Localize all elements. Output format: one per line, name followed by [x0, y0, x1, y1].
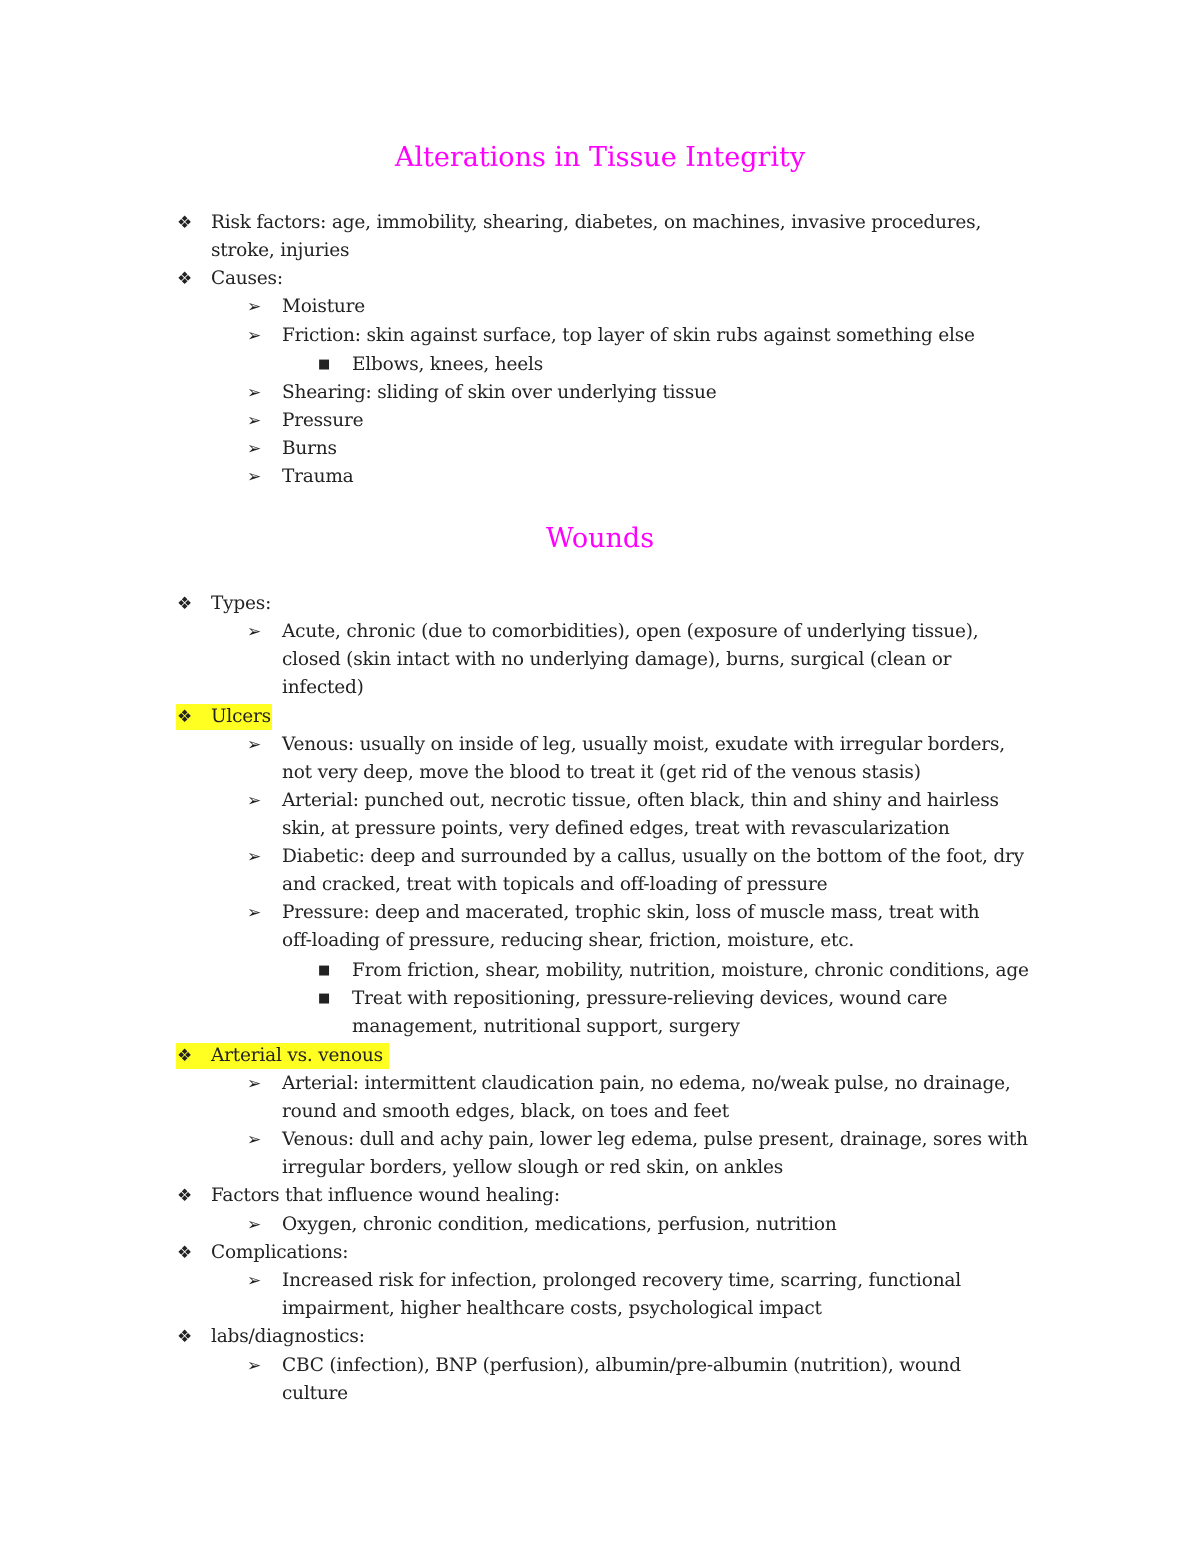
list-item-trauma — [247, 463, 354, 491]
risk-factors-line-1: Risk factors: age, immobility, shearing, diabetes, on machines, invasive procedures, — [211, 212, 982, 233]
types-detail-line-3: infected) — [282, 677, 364, 698]
pressure-ulcer-line-1: Pressure: deep and macerated, trophic skin, loss of muscle mass, treat with — [282, 902, 980, 923]
arterial-line-1: Arterial: punched out, necrotic tissue, often black, thin and shiny and hairless — [282, 790, 999, 811]
list-item-venous — [247, 731, 1005, 787]
list-item-arterial-vs-venous — [177, 1042, 383, 1070]
diamond-bullet-icon: ❖ — [177, 269, 193, 289]
diamond-bullet-icon: ❖ — [177, 1327, 193, 1347]
square-bullet-icon: ■ — [318, 963, 331, 978]
arrow-bullet-icon: ➢ — [247, 439, 262, 459]
list-item-pressure-ulcer — [247, 899, 980, 955]
complications-label: Complications: — [211, 1242, 349, 1263]
diamond-bullet-icon: ❖ — [177, 1186, 193, 1206]
arrow-bullet-icon: ➢ — [247, 847, 262, 867]
risk-factors-line-2: stroke, injuries — [211, 240, 350, 261]
list-item-complications — [177, 1239, 349, 1267]
factors-label: Factors that influence wound healing: — [211, 1185, 560, 1206]
arterial-line-2: skin, at pressure points, very defined edges, treat with revascularization — [282, 818, 950, 839]
complications-detail-line-2: impairment, higher healthcare costs, psychological impact — [282, 1298, 822, 1319]
types-detail-line-2: closed (skin intact with no underlying damage), burns, surgical (clean or — [282, 649, 952, 670]
ulcers-label: Ulcers — [211, 706, 271, 727]
arterial-compare-line-2: round and smooth edges, black, on toes and feet — [282, 1101, 729, 1122]
from-friction-text: From friction, shear, mobility, nutrition, moisture, chronic conditions, age — [352, 960, 1029, 981]
diamond-bullet-icon: ❖ — [177, 707, 193, 727]
list-item-arterial — [247, 787, 999, 843]
list-item-factors — [177, 1182, 560, 1210]
complications-detail-line-1: Increased risk for infection, prolonged recovery time, scarring, functional — [282, 1270, 961, 1291]
arrow-bullet-icon: ➢ — [247, 326, 262, 346]
treat-with-line-2: management, nutritional support, surgery — [352, 1016, 740, 1037]
arrow-bullet-icon: ➢ — [247, 383, 262, 403]
diamond-bullet-icon: ❖ — [177, 213, 193, 233]
diabetic-line-1: Diabetic: deep and surrounded by a callus, usually on the bottom of the foot, dry — [282, 846, 1024, 867]
types-label: Types: — [211, 593, 272, 614]
labs-detail-line-1: CBC (infection), BNP (perfusion), albumin/pre-albumin (nutrition), wound — [282, 1355, 961, 1376]
list-item-friction — [247, 322, 975, 350]
list-item-moisture — [247, 293, 366, 321]
pressure-text: Pressure — [282, 410, 364, 431]
diamond-bullet-icon: ❖ — [177, 1046, 193, 1066]
arrow-bullet-icon: ➢ — [247, 1271, 262, 1291]
list-item-pressure — [247, 407, 364, 435]
treat-with-line-1: Treat with repositioning, pressure-relieving devices, wound care — [352, 988, 948, 1009]
section-title-tissue-integrity: Alterations in Tissue Integrity — [394, 142, 806, 173]
list-item-ulcers — [177, 703, 271, 731]
list-item-types — [177, 590, 272, 618]
section-title-wounds: Wounds — [545, 523, 655, 554]
arrow-bullet-icon: ➢ — [247, 622, 262, 642]
list-item-types-detail — [247, 618, 979, 702]
factors-detail-text: Oxygen, chronic condition, medications, perfusion, nutrition — [282, 1214, 837, 1235]
square-bullet-icon: ■ — [318, 357, 331, 372]
list-item-complications-detail — [247, 1267, 961, 1323]
arrow-bullet-icon: ➢ — [247, 791, 262, 811]
venous-line-1: Venous: usually on inside of leg, usually moist, exudate with irregular borders, — [282, 734, 1005, 755]
moisture-text: Moisture — [282, 296, 366, 317]
elbows-text: Elbows, knees, heels — [352, 354, 543, 375]
list-item-diabetic — [247, 843, 1024, 899]
square-bullet-icon: ■ — [318, 991, 331, 1006]
list-item-venous-compare — [247, 1126, 1028, 1182]
list-item-burns — [247, 435, 337, 463]
list-item-labs-detail — [247, 1352, 961, 1408]
list-item-from-friction — [318, 957, 1029, 985]
friction-text: Friction: skin against surface, top layer of skin rubs against something else — [282, 325, 975, 346]
list-item-arterial-compare — [247, 1070, 1011, 1126]
labs-detail-line-2: culture — [282, 1383, 348, 1404]
arterial-vs-venous-label: Arterial vs. venous — [211, 1045, 383, 1066]
diamond-bullet-icon: ❖ — [177, 594, 193, 614]
arrow-bullet-icon: ➢ — [247, 1215, 262, 1235]
list-item-elbows — [318, 351, 543, 379]
list-item-labs — [177, 1323, 365, 1351]
arrow-bullet-icon: ➢ — [247, 467, 262, 487]
venous-compare-line-2: irregular borders, yellow slough or red skin, on ankles — [282, 1157, 784, 1178]
arrow-bullet-icon: ➢ — [247, 297, 262, 317]
arrow-bullet-icon: ➢ — [247, 735, 262, 755]
causes-label: Causes: — [211, 268, 283, 289]
arrow-bullet-icon: ➢ — [247, 1074, 262, 1094]
list-item-risk-factors — [177, 209, 982, 265]
shearing-text: Shearing: sliding of skin over underlying tissue — [282, 382, 717, 403]
venous-line-2: not very deep, move the blood to treat it (get rid of the venous stasis) — [282, 762, 921, 783]
pressure-ulcer-line-2: off-loading of pressure, reducing shear, friction, moisture, etc. — [282, 930, 855, 951]
arrow-bullet-icon: ➢ — [247, 411, 262, 431]
labs-label: labs/diagnostics: — [211, 1326, 365, 1347]
arterial-compare-line-1: Arterial: intermittent claudication pain, no edema, no/weak pulse, no drainage, — [282, 1073, 1011, 1094]
burns-text: Burns — [282, 438, 337, 459]
types-detail-line-1: Acute, chronic (due to comorbidities), open (exposure of underlying tissue), — [282, 621, 979, 642]
list-item-causes — [177, 265, 283, 293]
venous-compare-line-1: Venous: dull and achy pain, lower leg edema, pulse present, drainage, sores with — [282, 1129, 1028, 1150]
list-item-treat-with — [318, 985, 948, 1041]
list-item-factors-detail — [247, 1211, 837, 1239]
arrow-bullet-icon: ➢ — [247, 1130, 262, 1150]
diamond-bullet-icon: ❖ — [177, 1243, 193, 1263]
list-item-shearing — [247, 379, 717, 407]
diabetic-line-2: and cracked, treat with topicals and off-loading of pressure — [282, 874, 828, 895]
trauma-text: Trauma — [282, 466, 354, 487]
arrow-bullet-icon: ➢ — [247, 1356, 262, 1376]
arrow-bullet-icon: ➢ — [247, 903, 262, 923]
